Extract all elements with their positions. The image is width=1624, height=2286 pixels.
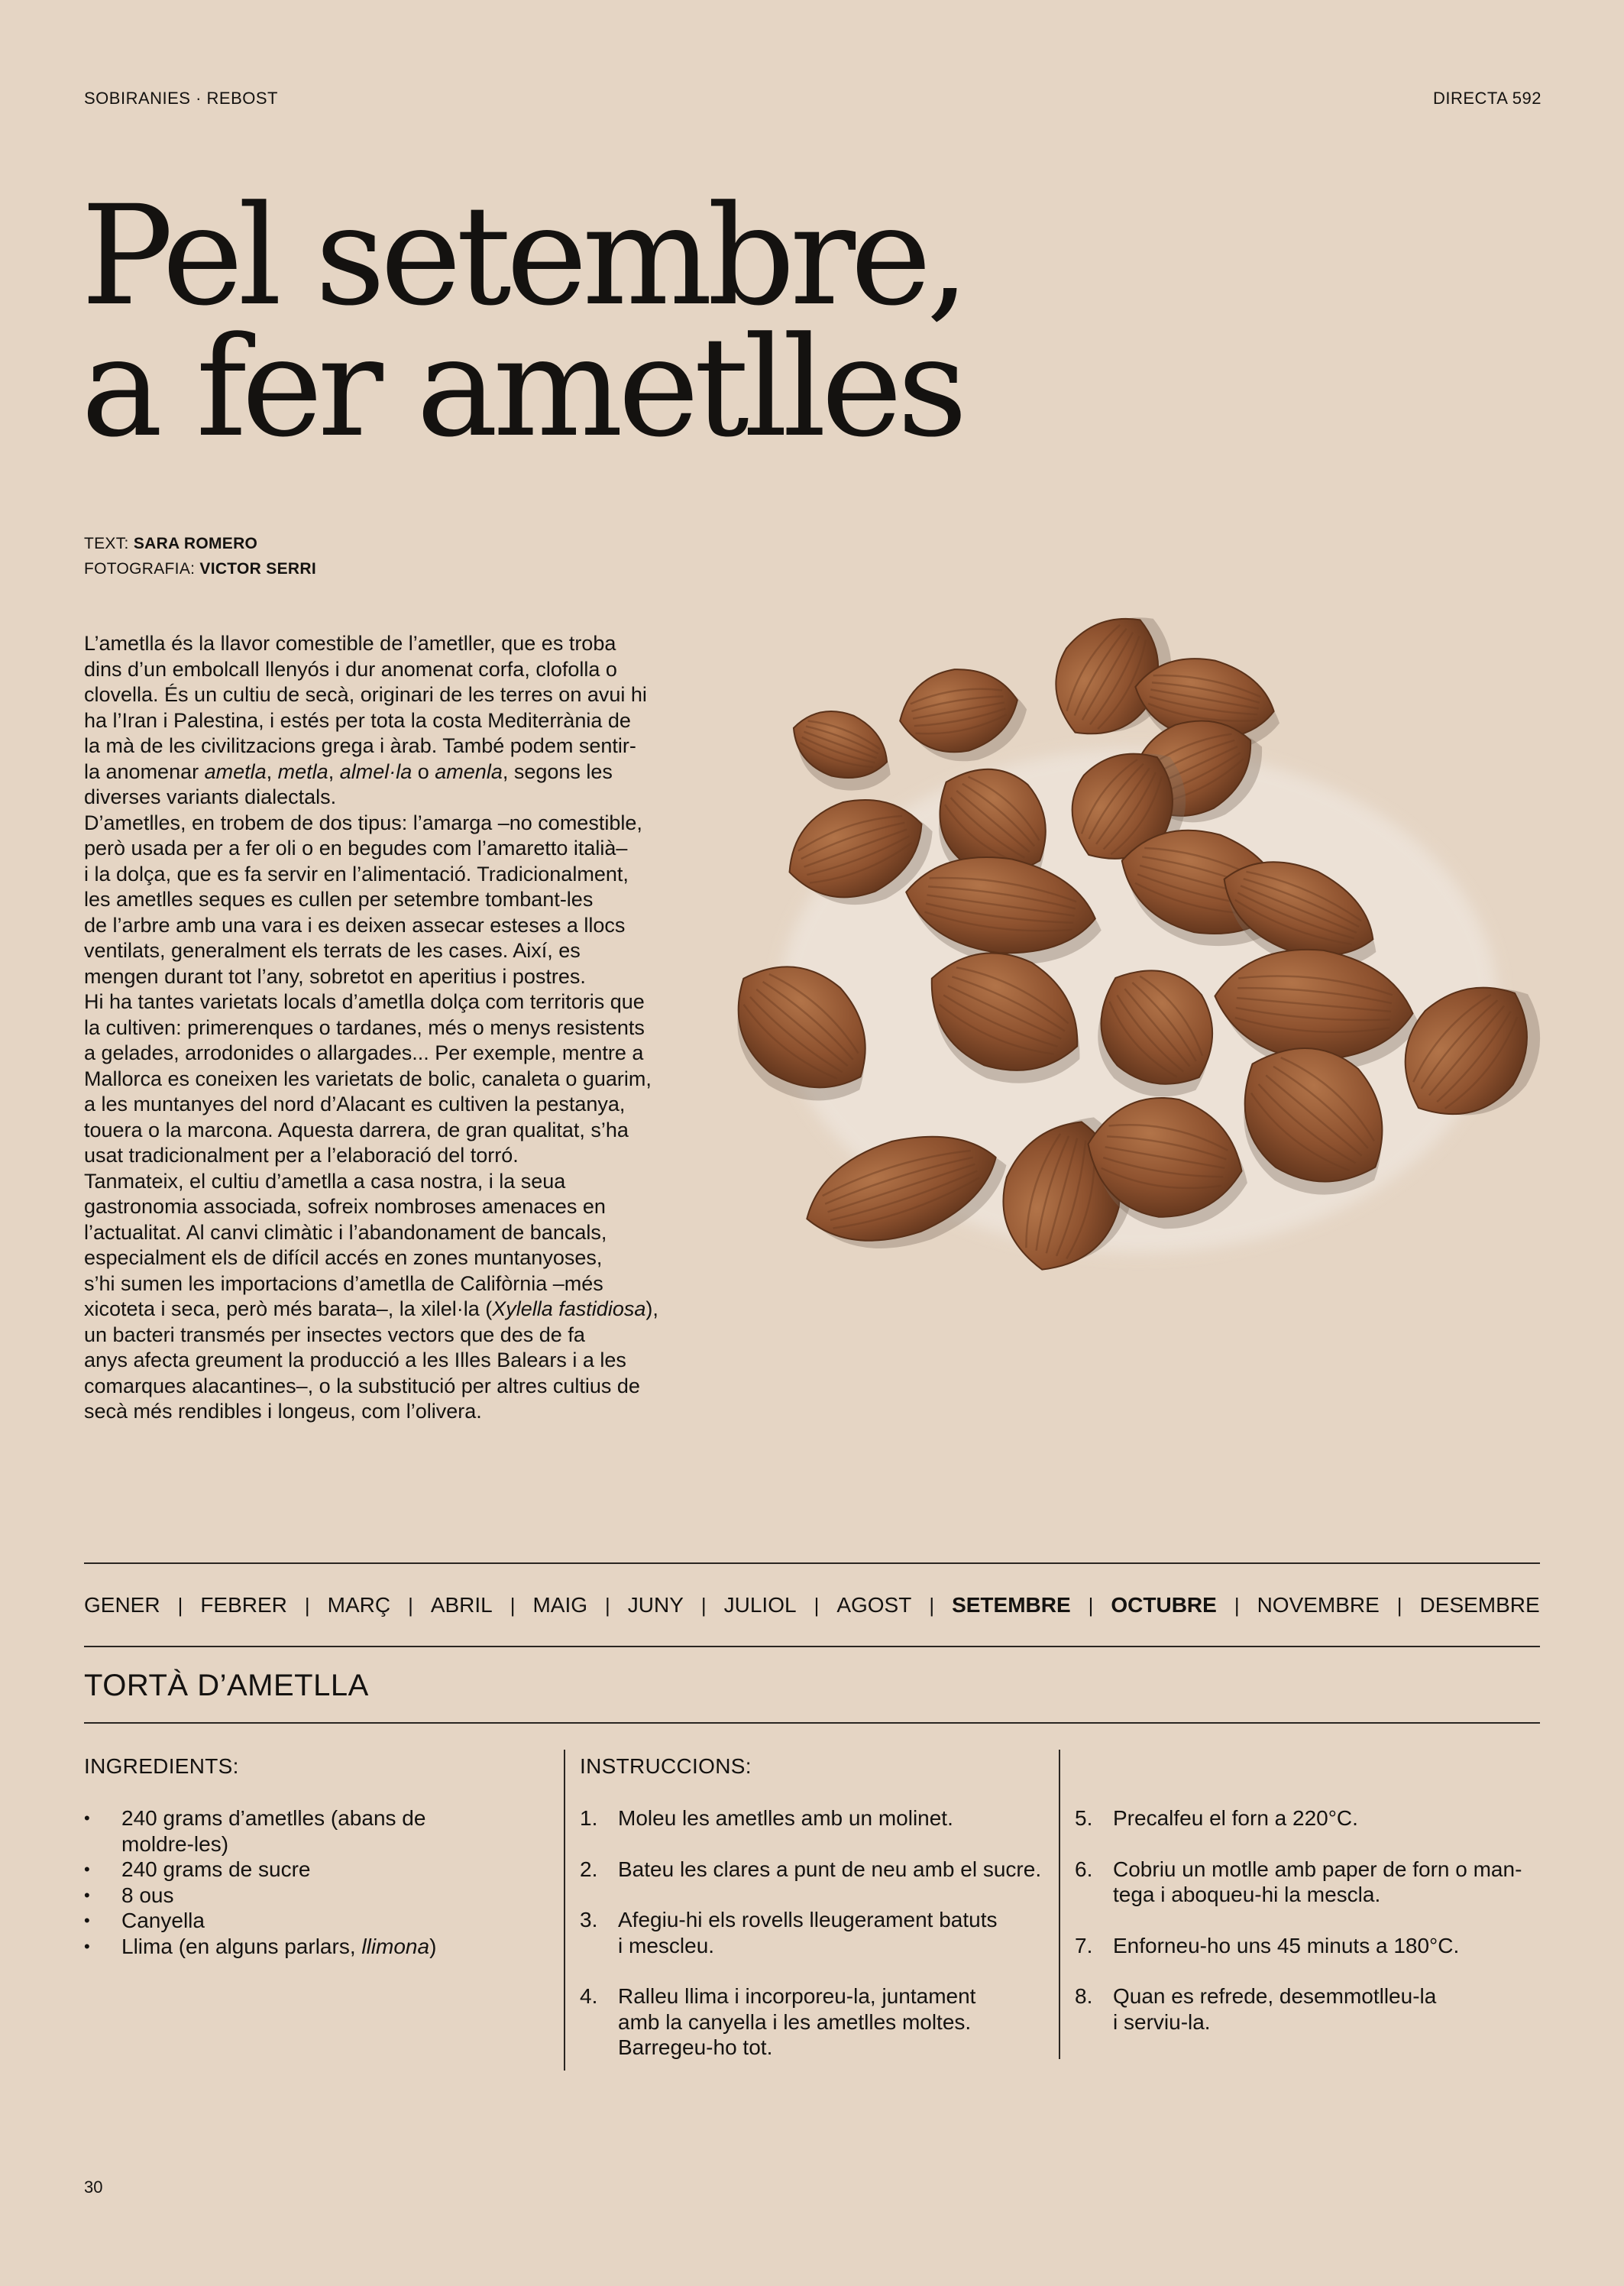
issue-label: DIRECTA 592 [1432, 89, 1542, 108]
step-text: Moleu les ametlles amb un molinet. [618, 1806, 953, 1830]
step-text: Afegiu-hi els rovells lleugerament batuts [618, 1908, 998, 1931]
photo-credit-label: FOTOGRAFIA: [84, 560, 200, 578]
body-line: dins d’un embolcall llenyós i dur anomenat corfa, clofolla o [84, 657, 617, 681]
step-text: amb la canyella i les ametlles moltes. [618, 2009, 972, 2034]
body-line: les ametlles seques es cullen per setembre tombant-les [84, 888, 594, 911]
almonds-photo [722, 588, 1554, 1314]
instructions-list-1 [580, 1805, 1069, 2086]
month-juny: JUNY [627, 1593, 684, 1617]
step-text: Enforneu-ho uns 45 minuts a 180°C. [1113, 1933, 1460, 1957]
recipe-title: TORTÀ D’AMETLLA [84, 1669, 369, 1702]
section-label: SOBIRANIES · REBOST [84, 89, 278, 108]
month-novembre: NOVEMBRE [1257, 1593, 1380, 1617]
body-text-fragment: , [266, 759, 278, 783]
step-text: Precalfeu el forn a 220°C. [1113, 1806, 1358, 1830]
body-line: l’actualitat. Al canvi climàtic i l’abandonament de bancals, [84, 1220, 607, 1244]
photo-credit-author: VICTOR SERRI [199, 560, 316, 578]
body-line: la mà de les civilitzacions grega i àrab. També podem sentir- [84, 734, 636, 757]
step-text: i mescleu. [618, 1933, 715, 1957]
headline-line-1: Pel setembre, [81, 176, 965, 336]
body-line: ventilats, generalment els terrats de les cases. Així, es [84, 939, 581, 962]
month-juliol: JULIOL [723, 1593, 797, 1617]
ingredients-heading: INGREDIENTS: [84, 1754, 239, 1778]
ingredient-alt-name: llimona [361, 1934, 430, 1958]
instruction-step [580, 1857, 1069, 1883]
month-octubre: OCTUBRE [1111, 1593, 1217, 1617]
photo-credit [84, 560, 316, 578]
step-number: 6. [1075, 1857, 1093, 1881]
month-separator: | [605, 1593, 610, 1617]
month-separator: | [1396, 1593, 1402, 1617]
body-line: xicoteta i seca, però més barata–, la xilel·la ( [84, 1297, 493, 1320]
month-separator: | [814, 1593, 820, 1617]
article-body [84, 631, 680, 1425]
month-separator: | [1234, 1593, 1240, 1617]
body-line: mengen durant tot l’any, sobretot en aperitius i postres. [84, 964, 586, 988]
dialect-term: metla [277, 759, 328, 783]
text-credit-label: TEXT: [84, 535, 134, 552]
body-line: a les muntanyes del nord d’Alacant es cultiven la pestanya, [84, 1093, 626, 1115]
text-credit-author: SARA ROMERO [133, 535, 258, 552]
month-gener: GENER [84, 1593, 160, 1617]
body-line: usat tradicionalment per a l’elaboració del torró. [84, 1144, 519, 1167]
step-number: 2. [580, 1857, 598, 1881]
ingredient-item [84, 1934, 512, 1960]
paragraph-1 [84, 631, 680, 811]
month-separator: | [177, 1593, 183, 1617]
month-bar [84, 1590, 1540, 1621]
step-number: 8. [1075, 1984, 1093, 2008]
month-febrer: FEBRER [200, 1593, 287, 1617]
body-line: i la dolça, que es fa servir en l’alimentació. Tradicionalment, [84, 862, 629, 886]
ingredient-item: • 8 ous [84, 1883, 512, 1909]
body-line: però usada per a fer oli o en begudes com l’amaretto italià– [84, 837, 628, 860]
step-number: 5. [1075, 1806, 1093, 1830]
body-line: gastronomia associada, sofreix nombroses amenaces en [84, 1195, 606, 1218]
instruction-step [1075, 1933, 1548, 1959]
month-marc: MARÇ [327, 1593, 391, 1617]
body-line: a gelades, arrodonides o allargades... Per exemple, mentre a [84, 1041, 644, 1064]
dialect-term: almel·la [339, 759, 412, 783]
ingredient-text: ) [429, 1934, 437, 1958]
almond [779, 698, 905, 805]
ingredients-list [84, 1805, 512, 1959]
page-number: 30 [84, 2178, 103, 2197]
paragraph-3 [84, 989, 680, 1169]
instruction-step [580, 1983, 1069, 2061]
dialect-term: amenla [435, 759, 503, 783]
divider-top [84, 1562, 1540, 1564]
body-line: la anomenar [84, 759, 205, 783]
ingredient-item [84, 1805, 512, 1857]
text-credit [84, 535, 257, 553]
headline [81, 176, 965, 468]
step-number: 1. [580, 1806, 598, 1830]
body-line: Mallorca es coneixen les varietats de bolic, canaleta o guarim, [84, 1067, 652, 1090]
instruction-step [1075, 1983, 1548, 2035]
body-text-fragment: , segons les [502, 759, 613, 783]
ingredient-item: • 240 grams de sucre [84, 1857, 512, 1883]
month-separator: | [929, 1593, 935, 1617]
month-maig: MAIG [532, 1593, 588, 1617]
body-line: L’ametlla és la llavor comestible de l’ametller, que es troba [84, 632, 616, 655]
dialect-term: ametla [204, 759, 267, 783]
divider-recipe [84, 1722, 1540, 1724]
month-desembre: DESEMBRE [1419, 1593, 1540, 1617]
instruction-step [580, 1907, 1069, 1958]
month-separator: | [1088, 1593, 1094, 1617]
body-line: s’hi sumen les importacions d’ametlla de Califòrnia –més [84, 1271, 603, 1295]
step-number: 7. [1075, 1933, 1093, 1957]
headline-line-2: a fer ametlles [81, 308, 962, 468]
month-separator: | [700, 1593, 707, 1617]
body-text-fragment: o [412, 759, 435, 783]
body-line: anys afecta greument la producció a les Illes Balears i a les [84, 1349, 626, 1371]
body-line: especialment els de difícil accés en zones muntanyoses, [84, 1246, 603, 1269]
body-line: ha l’Iran i Palestina, i estés per tota la costa Mediterrània de [84, 708, 631, 732]
body-line: de l’arbre amb una vara i es deixen assecar esteses a llocs [84, 913, 626, 937]
body-line: clovella. És un cultiu de secà, originari de les terres on avui hi [84, 683, 647, 706]
step-number: 4. [580, 1984, 598, 2008]
body-line: comarques alacantines–, o la substitució per altres cultius de [84, 1374, 640, 1397]
body-line: D’ametlles, en trobem de dos tipus: l’amarga –no comestible, [84, 811, 642, 834]
paragraph-4 [84, 1169, 680, 1425]
instruction-step [1075, 1857, 1548, 1908]
step-text: Barregeu-ho tot. [618, 2035, 773, 2059]
step-text: i serviu-la. [1113, 2009, 1211, 2034]
body-line: touera o la marcona. Aquesta darrera, de gran qualitat, s’ha [84, 1118, 629, 1141]
almond [893, 659, 1034, 772]
species-name: Xylella fastidiosa [492, 1297, 646, 1320]
body-line: un bacteri transmés per insectes vectors que des de fa [84, 1323, 585, 1346]
step-text: Bateu les clares a punt de neu amb el sucre. [618, 1857, 1042, 1881]
month-agost: AGOST [836, 1593, 912, 1617]
step-text: Cobriu un motlle amb paper de forn o man- [1113, 1857, 1522, 1881]
body-line: la cultiven: primerenques o tardanes, més o menys resistents [84, 1015, 645, 1039]
body-text-fragment: ), [645, 1297, 658, 1320]
body-line: Hi ha tantes varietats locals d’ametlla dolça com territoris que [84, 990, 645, 1013]
month-separator: | [304, 1593, 310, 1617]
divider-middle [84, 1646, 1540, 1647]
month-separator: | [408, 1593, 413, 1617]
step-text: tega i aboqueu-hi la mescla. [1113, 1883, 1381, 1906]
month-separator: | [510, 1593, 516, 1617]
step-text: Ralleu llima i incorporeu-la, juntament [618, 1984, 976, 2008]
ingredient-item: • Canyella [84, 1908, 512, 1934]
column-divider-1 [564, 1750, 565, 2071]
step-number: 3. [580, 1908, 598, 1931]
ingredient-text: moldre-les) [121, 1831, 229, 1856]
body-line: Tanmateix, el cultiu d’ametlla a casa nostra, i la seua [84, 1169, 566, 1193]
body-line: diverses variants dialectals. [84, 785, 337, 808]
instructions-list-2 [1075, 1805, 1548, 2060]
ingredient-text: 240 grams d’ametlles (abans de [121, 1806, 426, 1830]
paragraph-2 [84, 811, 680, 990]
body-line: secà més rendibles i longeus, com l’olivera. [84, 1400, 482, 1423]
body-text-fragment: , [328, 759, 340, 783]
month-abril: ABRIL [430, 1593, 493, 1617]
instruction-step [580, 1805, 1069, 1831]
instructions-heading: INSTRUCCIONS: [580, 1754, 752, 1778]
step-text: Quan es refrede, desemmotlleu-la [1113, 1984, 1437, 2008]
column-divider-2 [1059, 1750, 1060, 2059]
ingredient-text: Llima (en alguns parlars, [121, 1934, 362, 1958]
instruction-step [1075, 1805, 1548, 1831]
month-setembre: SETEMBRE [952, 1593, 1071, 1617]
